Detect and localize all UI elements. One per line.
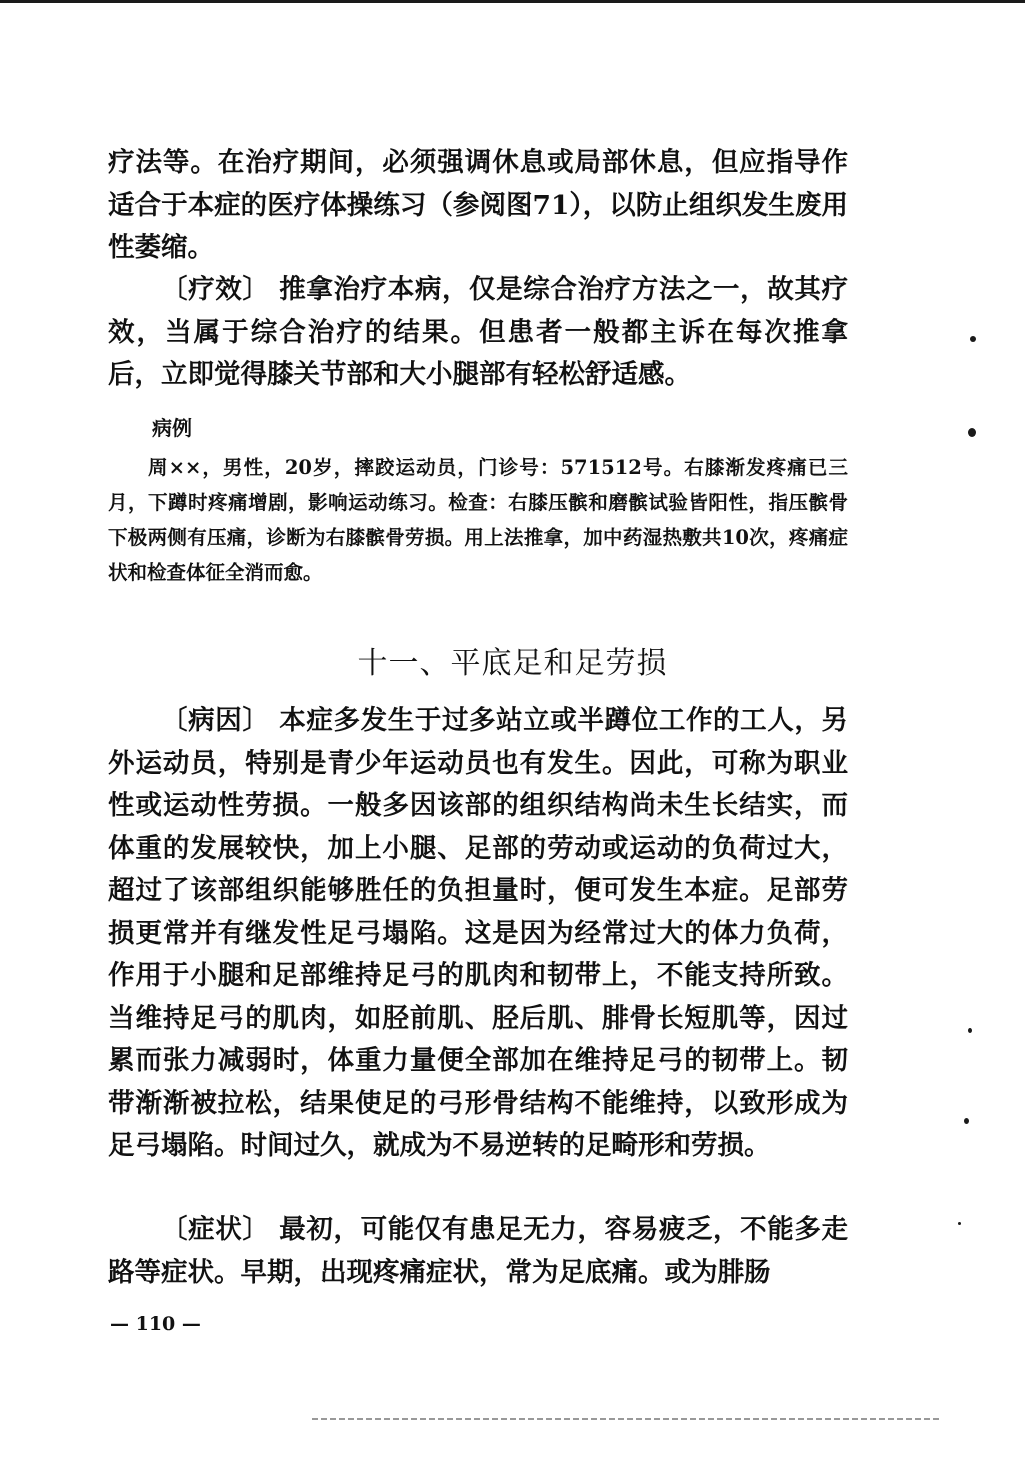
scan-speck xyxy=(968,1028,972,1033)
top-border-line xyxy=(0,0,1025,3)
paragraph-efficacy: 〔疗效〕 推拿治疗本病，仅是综合治疗方法之一，故其疗效，当属于综合治疗的结果。但患者一般都主诉在每次推拿后，立即觉得膝关节部和大小腿部有轻松舒适感。 xyxy=(108,274,848,390)
scan-speck xyxy=(958,1222,961,1225)
paragraph-treatment-continuation: 疗法等。在治疗期间，必须强调休息或局部休息，但应指导作适合于本症的医疗体操练习（参阅图71），以防止组织发生废用性萎缩。 xyxy=(108,147,848,263)
section-heading: 十一、平底足和足劳损 xyxy=(357,646,668,681)
case-report-text: 周××，男性，20岁，摔跤运动员，门诊号：571512号。右膝渐发疼痛已三月，下蹲时疼痛增剧，影响运动练习。检查：右膝压髌和磨髌试验皆阳性，指压髌骨下极两侧有压痛，诊断为右膝髌骨劳损。用上法推拿，加中药湿热敷共10次，疼痛症状和检查体征全消而愈。 xyxy=(108,456,848,584)
case-label: 病例 xyxy=(152,416,192,440)
scan-speck xyxy=(970,336,976,342)
scan-speck xyxy=(964,1118,969,1124)
page-number: — 110 — xyxy=(110,1313,201,1335)
scan-speck xyxy=(968,428,976,437)
paragraph-symptoms: 〔症状〕 最初，可能仅有患足无力，容易疲乏，不能多走路等症状。早期，出现疼痛症状，常为足底痛。或为腓肠 xyxy=(108,1214,848,1288)
scan-edge-line xyxy=(312,1418,942,1420)
paragraph-cause: 〔病因〕 本症多发生于过多站立或半蹲位工作的工人，另外运动员，特别是青少年运动员也有发生。因此，可称为职业性或运动性劳损。一般多因该部的组织结构尚未生长结实，而体重的发展较快，加上小腿、足部的劳动或运动的负荷过大，超过了该部组织能够胜任的负担量时，便可发生本症。足部劳损更常并有继发性足弓塌陷。这是因为经常过大的体力负荷，作用于小腿和足部维持足弓的肌肉和韧带上，不能支持所致。当维持足弓的肌肉，如胫前肌、胫后肌、腓骨长短肌等，因过累而张力减弱时，体重力量便全部加在维持足弓的韧带上。韧带渐渐被拉松，结果使足的弓形骨结构不能维持，以致形成为足弓塌陷。时间过久，就成为不易逆转的足畸形和劳损。 xyxy=(108,705,848,1161)
